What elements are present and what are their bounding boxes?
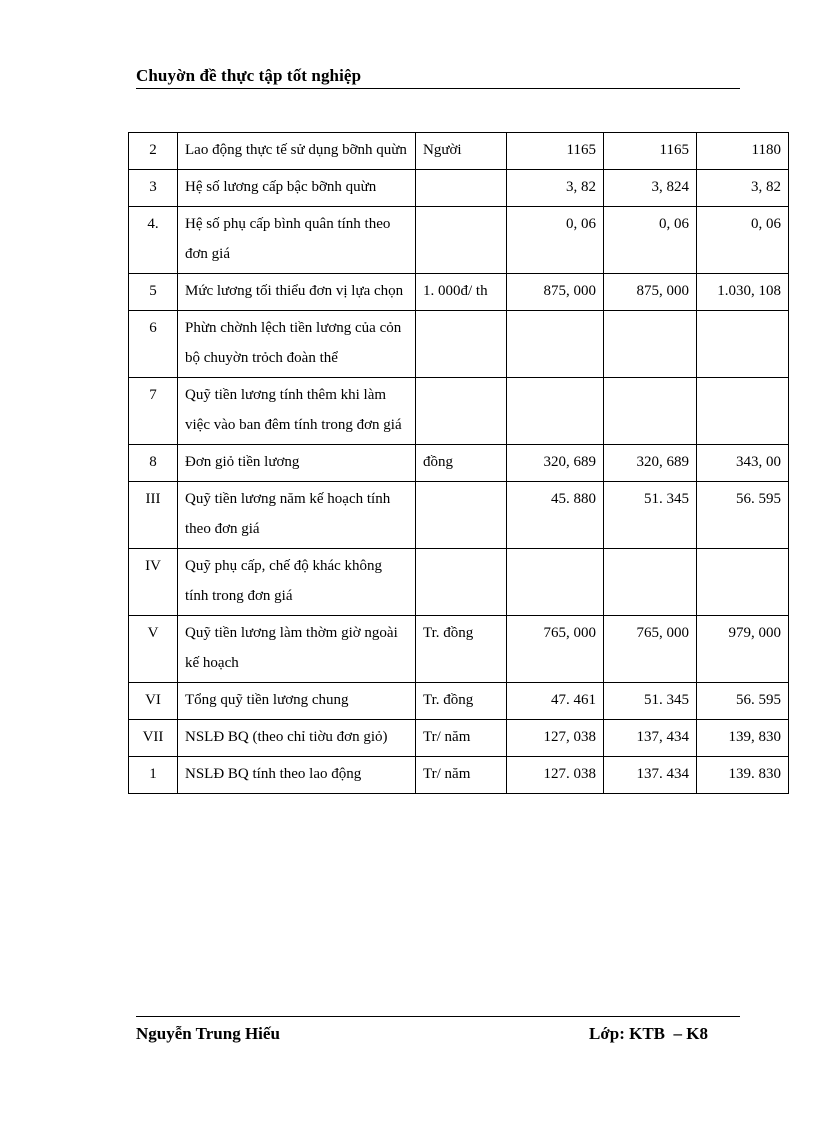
row-number: 2	[129, 133, 178, 170]
row-indicator: Tổng quỹ tiền lương chung	[178, 683, 416, 720]
row-unit: Tr/ năm	[416, 720, 507, 757]
row-indicator: Hệ số lương cấp bậc bỡnh quừn	[178, 170, 416, 207]
table-body	[129, 133, 789, 794]
row-unit: Người	[416, 133, 507, 170]
row-value-1: 127, 038	[507, 720, 604, 757]
row-number: 6	[129, 311, 178, 378]
page-header-title: Chuyờn đề thực tập tốt nghiệp	[136, 66, 362, 85]
table-row	[129, 311, 789, 378]
table-row	[129, 757, 789, 794]
row-value-3	[697, 549, 789, 616]
row-value-1: 47. 461	[507, 683, 604, 720]
row-value-3: 139. 830	[697, 757, 789, 794]
row-value-3: 343, 00	[697, 445, 789, 482]
table-row	[129, 445, 789, 482]
table-row	[129, 616, 789, 683]
row-value-2: 1165	[604, 133, 697, 170]
row-number: 3	[129, 170, 178, 207]
row-indicator: Mức lương tối thiểu đơn vị lựa chọn	[178, 274, 416, 311]
row-value-2: 137, 434	[604, 720, 697, 757]
header-divider	[136, 88, 740, 89]
row-indicator: Đơn giỏ tiền lương	[178, 445, 416, 482]
table-row	[129, 482, 789, 549]
row-indicator: Quỹ tiền lương tính thêm khi làm việc vào ban đêm tính trong đơn giá	[178, 378, 416, 445]
row-indicator: Lao động thực tế sử dụng bỡnh quừn	[178, 133, 416, 170]
table-row	[129, 170, 789, 207]
row-value-2: 0, 06	[604, 207, 697, 274]
salary-fund-table	[128, 132, 789, 794]
row-value-3: 1180	[697, 133, 789, 170]
row-value-3: 1.030, 108	[697, 274, 789, 311]
table-row	[129, 683, 789, 720]
row-value-1: 1165	[507, 133, 604, 170]
table-row	[129, 720, 789, 757]
row-number: V	[129, 616, 178, 683]
row-unit: Tr. đồng	[416, 616, 507, 683]
row-indicator: Quỹ tiền lương năm kế hoạch tính theo đơn giá	[178, 482, 416, 549]
row-value-2	[604, 378, 697, 445]
footer-divider	[136, 1016, 740, 1017]
row-unit	[416, 207, 507, 274]
row-value-1: 45. 880	[507, 482, 604, 549]
row-number: VII	[129, 720, 178, 757]
row-number: 1	[129, 757, 178, 794]
row-value-2	[604, 311, 697, 378]
row-indicator: Hệ số phụ cấp bình quân tính theo đơn giá	[178, 207, 416, 274]
row-value-3: 56. 595	[697, 683, 789, 720]
row-indicator: NSLĐ BQ (theo chỉ tiờu đơn giỏ)	[178, 720, 416, 757]
row-value-1: 0, 06	[507, 207, 604, 274]
row-value-2: 3, 824	[604, 170, 697, 207]
row-value-1: 3, 82	[507, 170, 604, 207]
row-unit: 1. 000đ/ th	[416, 274, 507, 311]
row-value-3: 979, 000	[697, 616, 789, 683]
row-value-2	[604, 549, 697, 616]
row-indicator: Quỹ phụ cấp, chế độ khác không tính trong đơn giá	[178, 549, 416, 616]
row-value-3	[697, 378, 789, 445]
row-value-1	[507, 378, 604, 445]
row-value-2: 137. 434	[604, 757, 697, 794]
table-row	[129, 274, 789, 311]
row-value-3: 0, 06	[697, 207, 789, 274]
row-value-2: 51. 345	[604, 482, 697, 549]
row-value-1: 127. 038	[507, 757, 604, 794]
row-unit	[416, 549, 507, 616]
row-unit	[416, 482, 507, 549]
row-number: 4.	[129, 207, 178, 274]
row-value-3: 56. 595	[697, 482, 789, 549]
row-value-2: 765, 000	[604, 616, 697, 683]
row-indicator: Quỹ tiền lương làm thờm giờ ngoài kế hoạch	[178, 616, 416, 683]
row-number: 8	[129, 445, 178, 482]
table-row	[129, 207, 789, 274]
row-unit: đồng	[416, 445, 507, 482]
footer-author: Nguyễn Trung Hiếu	[136, 1024, 280, 1043]
row-number: VI	[129, 683, 178, 720]
row-number: IV	[129, 549, 178, 616]
row-value-2: 875, 000	[604, 274, 697, 311]
row-value-2: 320, 689	[604, 445, 697, 482]
table-row	[129, 378, 789, 445]
row-value-3	[697, 311, 789, 378]
row-number: 7	[129, 378, 178, 445]
row-value-1: 765, 000	[507, 616, 604, 683]
row-indicator: NSLĐ BQ tính theo lao động	[178, 757, 416, 794]
row-value-3: 3, 82	[697, 170, 789, 207]
row-value-1: 875, 000	[507, 274, 604, 311]
table-row	[129, 549, 789, 616]
row-unit	[416, 311, 507, 378]
row-value-3: 139, 830	[697, 720, 789, 757]
row-unit: Tr/ năm	[416, 757, 507, 794]
row-unit	[416, 378, 507, 445]
row-unit	[416, 170, 507, 207]
row-unit: Tr. đồng	[416, 683, 507, 720]
footer-class: Lớp: KTB – K8	[589, 1024, 708, 1043]
table-row	[129, 133, 789, 170]
row-number: 5	[129, 274, 178, 311]
row-value-1	[507, 549, 604, 616]
row-value-2: 51. 345	[604, 683, 697, 720]
row-number: III	[129, 482, 178, 549]
row-indicator: Phừn chờnh lệch tiền lương của cỏn bộ chuyờn trỏch đoàn thể	[178, 311, 416, 378]
row-value-1	[507, 311, 604, 378]
row-value-1: 320, 689	[507, 445, 604, 482]
